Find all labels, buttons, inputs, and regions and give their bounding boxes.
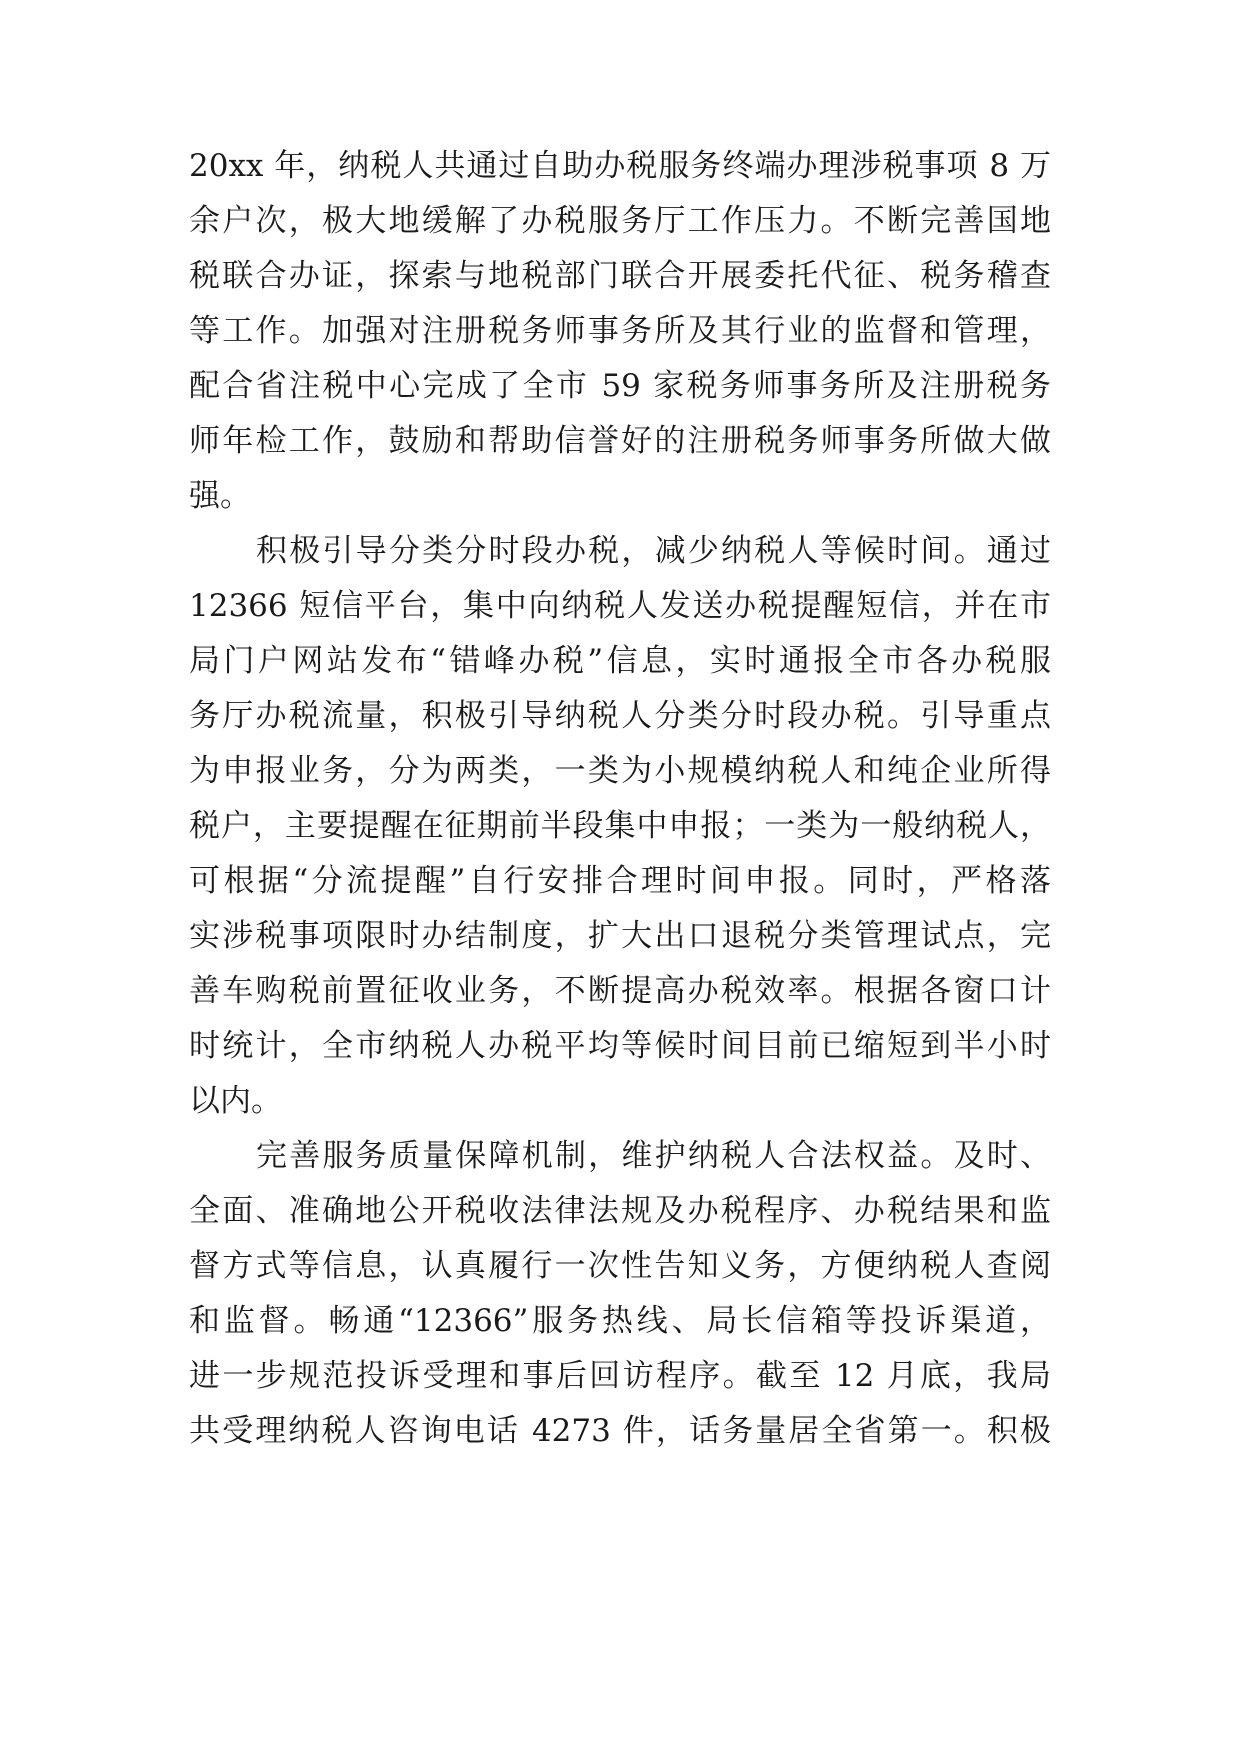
paragraph-line: 20xx 年，纳税人共通过自助办税服务终端办理涉税事项 8 万 [189,148,1051,184]
paragraph-line: 和监督。畅通“12366”服务热线、局长信箱等投诉渠道， [189,1303,1051,1339]
paragraph-line: 配合省注税中心完成了全市 59 家税务师事务所及注册税务 [189,368,1051,404]
paragraph-line: 强。 [189,478,251,514]
paragraph-line: 以内。 [189,1083,282,1119]
paragraph-line: 时统计，全市纳税人办税平均等候时间目前已缩短到半小时 [189,1028,1051,1064]
paragraph-line: 税户，主要提醒在征期前半段集中申报；一类为一般纳税人， [189,808,1051,844]
paragraph-line: 共受理纳税人咨询电话 4273 件，话务量居全省第一。积极 [189,1413,1051,1449]
paragraph-line: 务厅办税流量，积极引导纳税人分类分时段办税。引导重点 [189,698,1051,734]
paragraph-line: 善车购税前置征收业务，不断提高办税效率。根据各窗口计 [189,973,1051,1009]
paragraph-line: 师年检工作，鼓励和帮助信誉好的注册税务师事务所做大做 [189,423,1051,459]
paragraph-line: 完善服务质量保障机制，维护纳税人合法权益。及时、 [256,1138,1051,1174]
paragraph-line: 进一步规范投诉受理和事后回访程序。截至 12 月底，我局 [189,1358,1051,1394]
paragraph-line: 12366 短信平台，集中向纳税人发送办税提醒短信，并在市 [189,588,1051,624]
paragraph-line: 实涉税事项限时办结制度，扩大出口退税分类管理试点，完 [189,918,1051,954]
paragraph-line: 局门户网站发布“错峰办税”信息，实时通报全市各办税服 [189,643,1051,679]
paragraph-line: 全面、准确地公开税收法律法规及办税程序、办税结果和监 [189,1193,1051,1229]
paragraph-line: 可根据“分流提醒”自行安排合理时间申报。同时，严格落 [189,863,1051,899]
paragraph-line: 督方式等信息，认真履行一次性告知义务，方便纳税人查阅 [189,1248,1051,1284]
paragraph-line: 税联合办证，探索与地税部门联合开展委托代征、税务稽查 [189,258,1051,294]
paragraph-line: 余户次，极大地缓解了办税服务厅工作压力。不断完善国地 [189,203,1051,239]
paragraph-line: 为申报业务，分为两类，一类为小规模纳税人和纯企业所得 [189,753,1051,789]
paragraph-line: 积极引导分类分时段办税，减少纳税人等候时间。通过 [256,533,1051,569]
paragraph-line: 等工作。加强对注册税务师事务所及其行业的监督和管理， [189,313,1051,349]
